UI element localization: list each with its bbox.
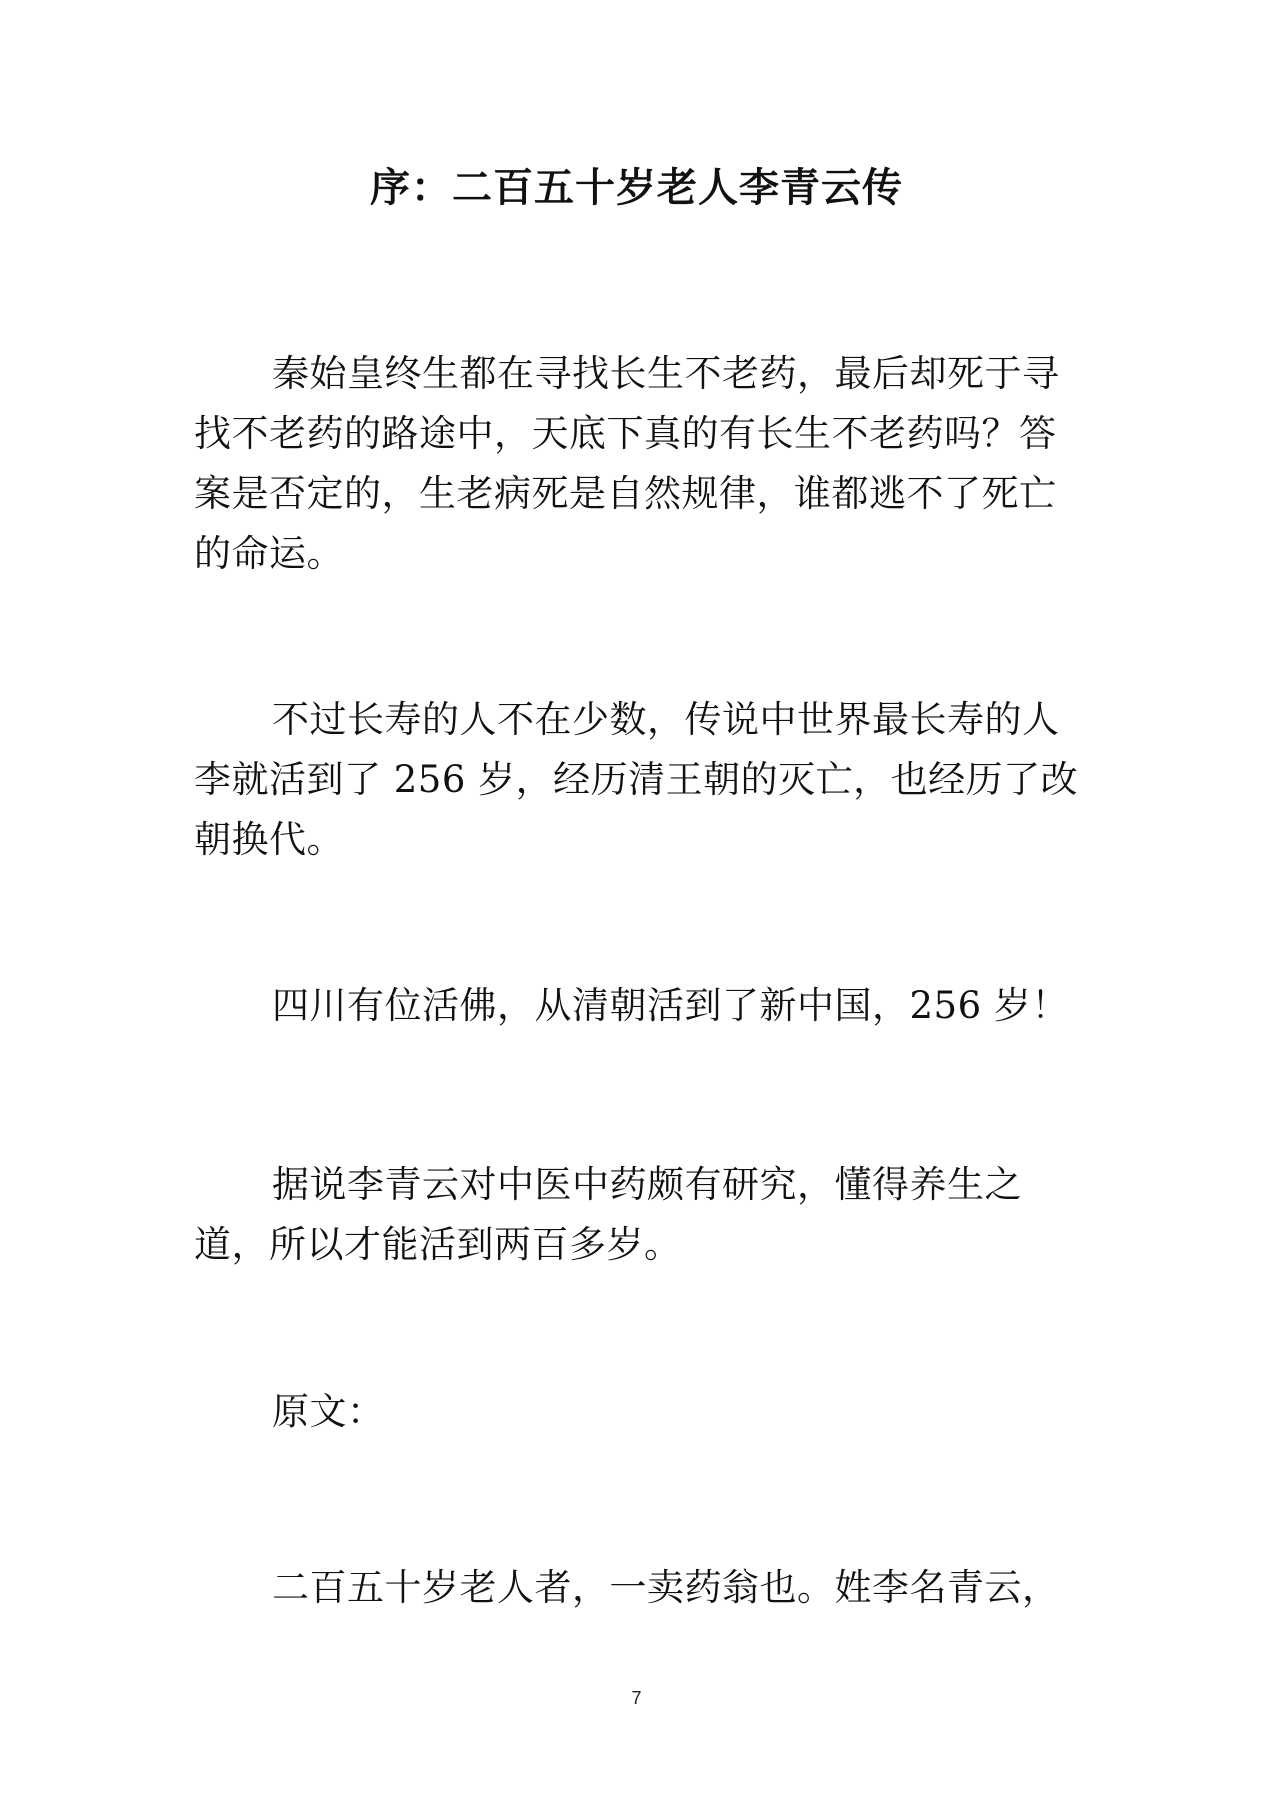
paragraph-4: 据说李青云对中医中药颇有研究，懂得养生之道，所以才能活到两百多岁。 (194, 1163, 1022, 1266)
paragraph-5-original-text-label: 原文： (272, 1390, 385, 1433)
page-number: 7 (631, 1688, 642, 1708)
page-title: 序：二百五十岁老人李青云传 (370, 164, 903, 211)
paragraph-2: 不过长寿的人不在少数，传说中世界最长寿的人李就活到了 256 岁，经历清王朝的灭亡，也经历了改朝换代。 (194, 698, 1079, 861)
paragraph-3: 四川有位活佛，从清朝活到了新中国，256 岁！ (272, 984, 1069, 1027)
paragraph-6: 二百五十岁老人者，一卖药翁也。姓李名青云， (272, 1566, 1060, 1609)
paragraph-1: 秦始皇终生都在寻找长生不老药，最后却死于寻找不老药的路途中，天底下真的有长生不老药吗？答案是否定的，生老病死是自然规律，谁都逃不了死亡的命运。 (194, 352, 1060, 575)
